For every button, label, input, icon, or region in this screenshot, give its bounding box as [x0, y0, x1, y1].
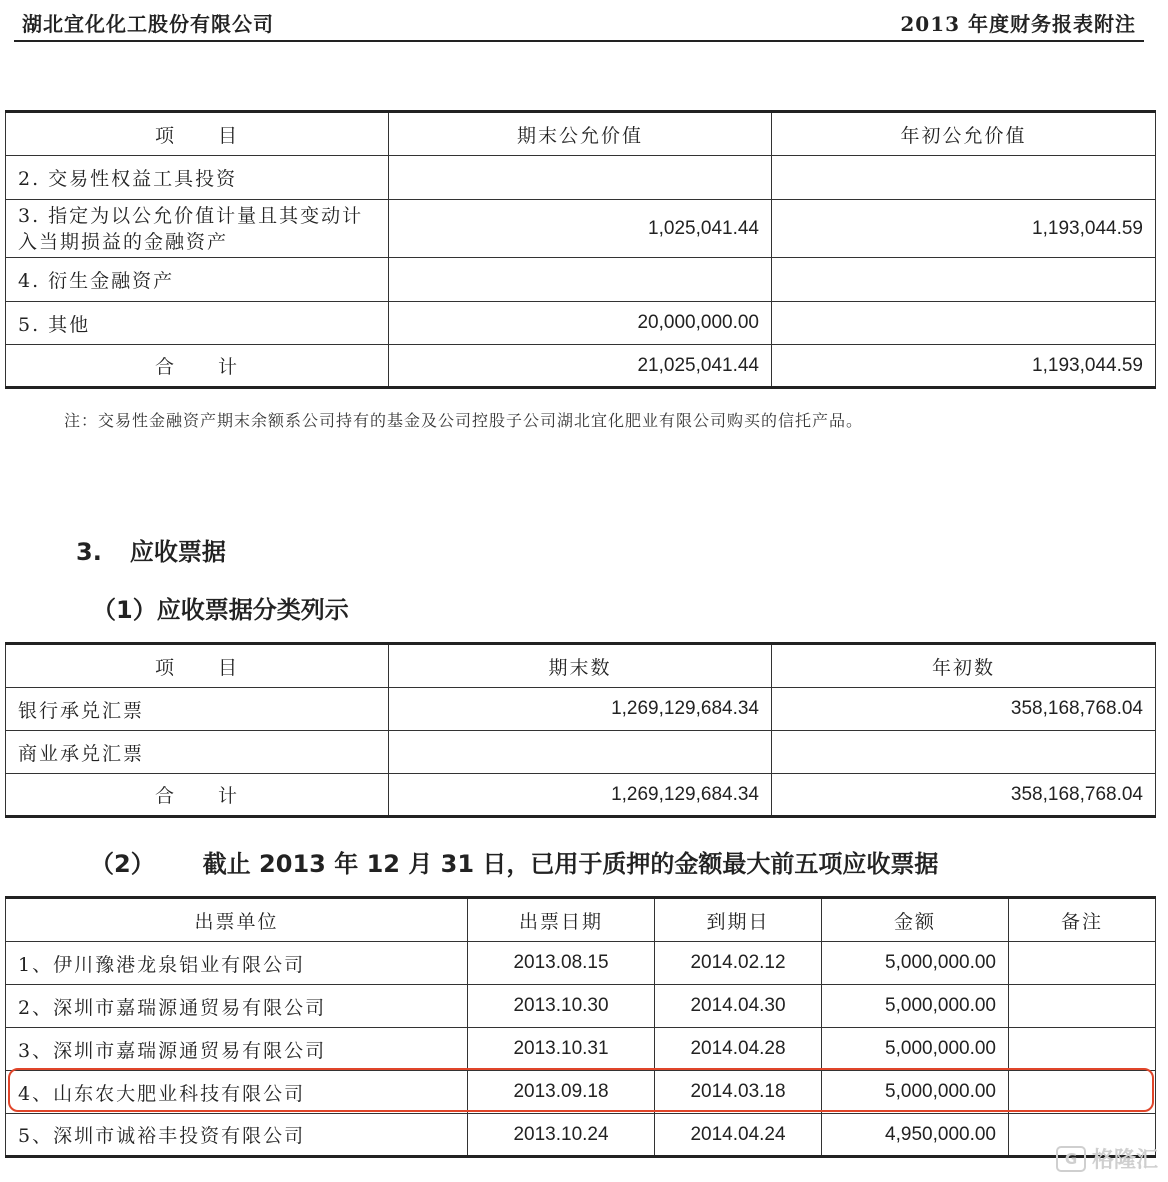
col-header-end-fair-value: 期末公允价值 — [389, 112, 772, 156]
subsection-title-1: （1）应收票据分类列示 — [92, 596, 349, 624]
page-header — [14, 0, 1144, 42]
col-header-amount: 金额 — [822, 898, 1009, 942]
col-header-due-date: 到期日 — [655, 898, 822, 942]
subsection-text: 截止 2013 年 12 月 31 日，已用于质押的金额最大前五项应收票据 — [202, 850, 939, 878]
row-item: 5. 其他 — [6, 302, 389, 345]
subsection-prefix: （2） — [90, 850, 155, 878]
table-total-row — [6, 345, 1156, 388]
table-row — [6, 985, 1156, 1028]
row-item: 银行承兑汇票 — [6, 688, 389, 731]
row-end-value: 1,269,129,684.34 — [389, 688, 772, 731]
row-end-value: 20,000,000.00 — [389, 302, 772, 345]
col-header-begin: 年初数 — [772, 644, 1156, 688]
row-amount: 5,000,000.00 — [822, 985, 1009, 1028]
fair-value-table — [5, 110, 1156, 389]
row-item: 3. 指定为以公允价值计量且其变动计入当期损益的金融资产 — [6, 200, 389, 258]
row-begin-value — [772, 156, 1156, 200]
row-item: 商业承兑汇票 — [6, 731, 389, 774]
row-begin-value — [772, 731, 1156, 774]
row-unit: 2、深圳市嘉瑞源通贸易有限公司 — [6, 985, 468, 1028]
table-header-row — [6, 644, 1156, 688]
table-row — [6, 942, 1156, 985]
section-name: 应收票据 — [129, 538, 226, 566]
table-header-row — [6, 112, 1156, 156]
table-row — [6, 156, 1156, 200]
total-label: 合 计 — [6, 345, 389, 388]
row-item: 2. 交易性权益工具投资 — [6, 156, 389, 200]
table-note: 注：交易性金融资产期末余额系公司持有的基金及公司控股子公司湖北宜化肥业有限公司购买的信托产品。 — [64, 411, 864, 430]
total-end-value: 21,025,041.44 — [389, 345, 772, 388]
notes-receivable-table — [5, 642, 1156, 818]
row-unit: 1、伊川豫港龙泉铝业有限公司 — [6, 942, 468, 985]
total-begin-value: 1,193,044.59 — [772, 345, 1156, 388]
col-header-issue-date: 出票日期 — [468, 898, 655, 942]
table-total-row — [6, 774, 1156, 817]
row-issue-date: 2013.10.31 — [468, 1028, 655, 1071]
table-row — [6, 200, 1156, 258]
row-amount: 4,950,000.00 — [822, 1114, 1009, 1157]
table-row — [6, 731, 1156, 774]
total-end-value: 1,269,129,684.34 — [389, 774, 772, 817]
col-header-item: 项 目 — [6, 112, 389, 156]
row-unit: 4、山东农大肥业科技有限公司 — [6, 1071, 468, 1114]
row-remark — [1009, 985, 1156, 1028]
table-row — [6, 1114, 1156, 1157]
section-number: 3. — [76, 538, 102, 566]
col-header-begin-fair-value: 年初公允价值 — [772, 112, 1156, 156]
row-issue-date: 2013.09.18 — [468, 1071, 655, 1114]
total-begin-value: 358,168,768.04 — [772, 774, 1156, 817]
row-due-date: 2014.03.18 — [655, 1071, 822, 1114]
pledged-notes-table — [5, 896, 1156, 1158]
table-row — [6, 302, 1156, 345]
row-remark — [1009, 942, 1156, 985]
table-row — [6, 258, 1156, 302]
company-name: 湖北宜化化工股份有限公司 — [22, 12, 274, 36]
row-due-date: 2014.02.12 — [655, 942, 822, 985]
row-begin-value: 1,193,044.59 — [772, 200, 1156, 258]
table-header-row — [6, 898, 1156, 942]
section-title — [76, 532, 226, 567]
table-row — [6, 688, 1156, 731]
row-remark — [1009, 1028, 1156, 1071]
row-highlight-box — [8, 1068, 1154, 1112]
row-issue-date: 2013.08.15 — [468, 942, 655, 985]
row-amount: 5,000,000.00 — [822, 942, 1009, 985]
col-header-item: 项 目 — [6, 644, 389, 688]
row-issue-date: 2013.10.30 — [468, 985, 655, 1028]
row-begin-value — [772, 302, 1156, 345]
row-begin-value — [772, 258, 1156, 302]
row-due-date: 2014.04.24 — [655, 1114, 822, 1157]
row-issue-date: 2013.10.24 — [468, 1114, 655, 1157]
row-begin-value: 358,168,768.04 — [772, 688, 1156, 731]
col-header-end: 期末数 — [389, 644, 772, 688]
row-end-value: 1,025,041.44 — [389, 200, 772, 258]
row-due-date: 2014.04.30 — [655, 985, 822, 1028]
subsection-title-2 — [90, 844, 938, 879]
total-label: 合 计 — [6, 774, 389, 817]
row-end-value — [389, 156, 772, 200]
col-header-remark: 备注 — [1009, 898, 1156, 942]
row-amount: 5,000,000.00 — [822, 1071, 1009, 1114]
col-header-unit: 出票单位 — [6, 898, 468, 942]
row-due-date: 2014.04.28 — [655, 1028, 822, 1071]
row-end-value — [389, 258, 772, 302]
row-end-value — [389, 731, 772, 774]
watermark — [1056, 1143, 1158, 1174]
watermark-logo-icon: G — [1056, 1146, 1086, 1172]
row-item: 4. 衍生金融资产 — [6, 258, 389, 302]
watermark-text: 格隆汇 — [1091, 1148, 1158, 1173]
row-unit: 5、深圳市诚裕丰投资有限公司 — [6, 1114, 468, 1157]
table-row — [6, 1028, 1156, 1071]
row-amount: 5,000,000.00 — [822, 1028, 1009, 1071]
row-unit: 3、深圳市嘉瑞源通贸易有限公司 — [6, 1028, 468, 1071]
report-title: 2013 年度财务报表附注 — [900, 12, 1136, 36]
